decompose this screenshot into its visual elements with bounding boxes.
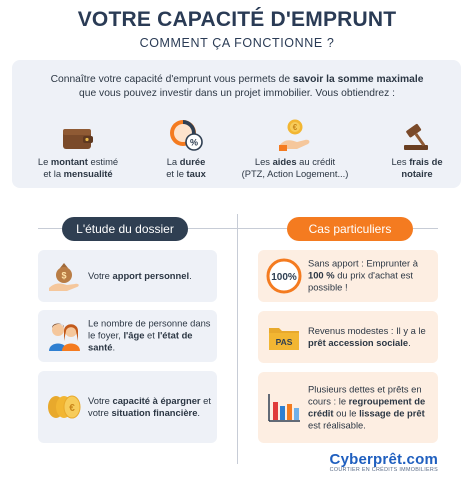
- svg-text:PAS: PAS: [275, 337, 293, 347]
- left-heading-rule-right: [188, 228, 237, 229]
- svg-text:€: €: [292, 123, 298, 132]
- left-card-household-text: Le nombre de personne dans le foyer, l'âge et l'état de santé.: [88, 317, 211, 354]
- svg-text:%: %: [189, 137, 199, 148]
- gavel-icon: [399, 118, 435, 152]
- brand-name: Cyberprêt.com: [329, 451, 438, 468]
- left-card-apport-text: Votre apport personnel.: [88, 269, 192, 281]
- right-heading-rule-right: [413, 228, 438, 229]
- couple-icon: [46, 319, 82, 353]
- hundred-percent-icon: [266, 258, 302, 294]
- right-card-no-deposit-text: Sans apport : Emprunter à 100 % du prix d'achat est possible !: [308, 257, 418, 294]
- left-heading-rule: [38, 228, 62, 229]
- page-subtitle: COMMENT ÇA FONCTIONNE ?: [139, 36, 335, 50]
- left-card-savings: [38, 371, 217, 443]
- intro-text: Connaître votre capacité d'emprunt vous permets de savoir la somme maximale que vous pouvez investir dans un projet immobilier. Vous obtiendrez :: [50, 74, 424, 99]
- feature-amount: Le montant estimé et la mensualité: [23, 118, 133, 180]
- money-bag-hand-icon: [47, 259, 81, 293]
- column-divider: [237, 214, 238, 464]
- left-card-household: [38, 310, 217, 362]
- left-heading-pill: L'étude du dossier: [62, 217, 188, 241]
- coin-hand-icon: [275, 118, 315, 152]
- brand-tagline: COURTIER EN CRÉDITS IMMOBILIERS: [329, 467, 438, 473]
- svg-text:$: $: [61, 270, 67, 281]
- percent-clock-icon: [167, 118, 205, 152]
- brand-logo[interactable]: [330, 451, 438, 473]
- feature-notary: Les frais de notaire: [362, 118, 472, 180]
- pas-folder-icon: [267, 322, 301, 352]
- left-card-apport: [38, 250, 217, 302]
- right-card-debts: [258, 372, 438, 443]
- right-card-debts-text: Plusieurs dettes et prêts en cours : le regroupement de crédit ou le lissage de prêt est réalisable.: [308, 383, 426, 431]
- right-card-modest-income-text: Revenus modestes : Il y a le prêt accession sociale.: [308, 324, 426, 348]
- svg-text:100%: 100%: [271, 272, 297, 283]
- feature-duration-rate: % La durée et le taux: [131, 118, 241, 180]
- wallet-icon: [61, 124, 95, 152]
- page-title: VOTRE CAPACITÉ D'EMPRUNT: [77, 8, 397, 31]
- right-card-modest-income: [258, 311, 438, 363]
- right-heading-pill: Cas particuliers: [287, 217, 413, 241]
- bar-chart-icon: [266, 392, 302, 424]
- coin-stack-icon: [46, 392, 82, 422]
- left-card-savings-text: Votre capacité à épargner et votre situation financière.: [88, 394, 212, 418]
- feature-aids: € Les aides au crédit (PTZ, Action Logement...): [240, 118, 350, 180]
- right-card-no-deposit: [258, 250, 438, 302]
- right-heading-rule: [237, 228, 287, 229]
- svg-text:€: €: [69, 403, 75, 414]
